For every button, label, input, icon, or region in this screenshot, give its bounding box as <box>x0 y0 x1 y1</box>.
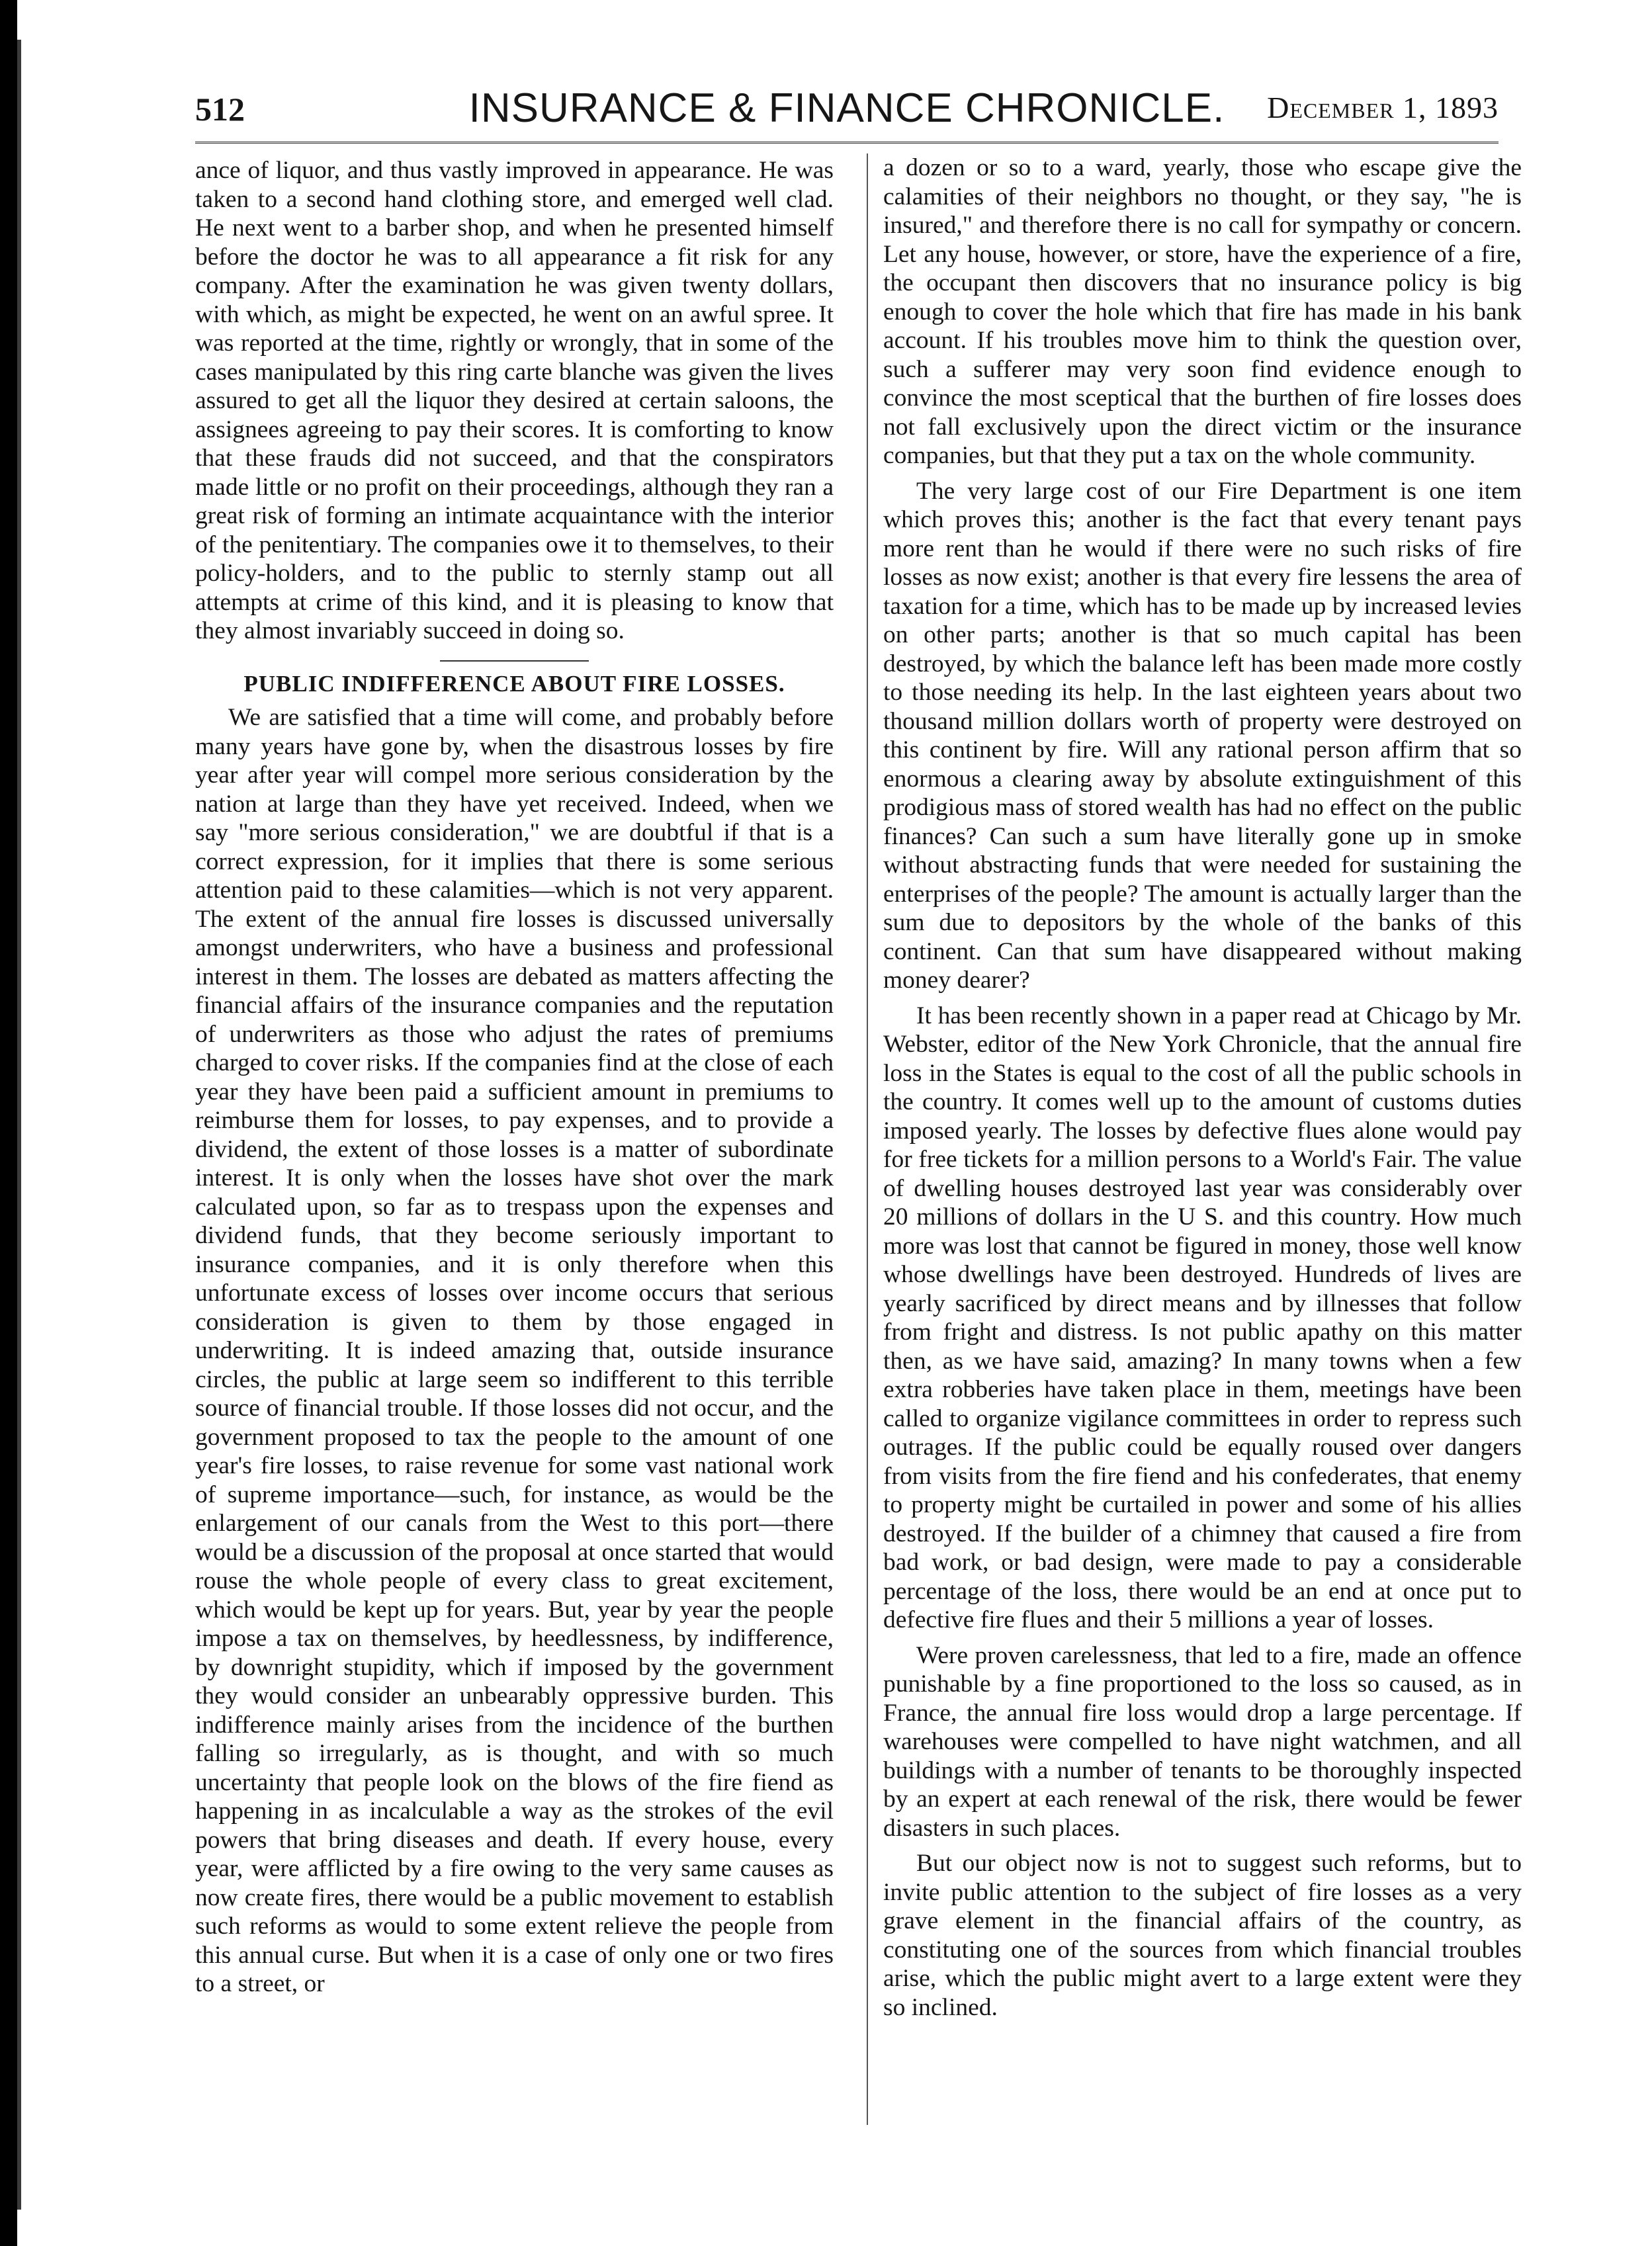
page-header <box>195 85 1499 131</box>
page-edge-shadow <box>0 0 17 2246</box>
article-paragraph: The very large cost of our Fire Department is one item which proves this; another is the fact that every tenant pays more rent than he would if there were no such risks of fire losses as now exist; another is that every fire lessens the area of taxation for a time, which has to be made up by increased levies on other parts; another is that so much capital has been destroyed, by which the balance left has been made more costly to those needing its help. In the last eighteen years about two thousand million dollars worth of property were destroyed on this continent by fire. Will any rational person affirm that so enormous a clearing away by absolute extinguishment of this prodigious mass of stored wealth has had no effect on the public finances? Can such a sum have literally gone up in smoke without abstracting funds that were needed for sustaining the enterprises of the people? The amount is actually larger than the sum due to depositors by the whole of the banks of this continent. Can that sum have disappeared without making money dearer? <box>883 477 1522 994</box>
article-paragraph: But our object now is not to suggest such reforms, but to invite public attention to the subject of fire losses as a very grave element in the financial affairs of the country, as constituting one of the sources from which financial troubles arise, which the public might avert to a large extent were they so inclined. <box>883 1850 1522 2021</box>
column-divider <box>867 153 868 2125</box>
article-paragraph: We are satisfied that a time will come, and probably before many years have gone by, when the disastrous losses by fire year after year will compel more serious consideration by the nation at large than they have yet received. Indeed, when we say "more serious consideration," we are doubtful if that is a correct expression, for it implies that there is some serious attention paid to these calamities—which is not very apparent. The extent of the annual fire losses is discussed universally amongst underwriters, who have a business and professional interest in them. The losses are debated as matters affecting the financial affairs of the insurance companies and the reputation of underwriters as those who adjust the rates of premiums charged to cover risks. If the companies find at the close of each year they have been paid a sufficient amount in premiums to reimburse them for losses, to pay expenses, and to provide a dividend, the extent of those losses is a matter of subordinate interest. It is only when the losses have shot over the mark calculated upon, so far as to trespass upon the expenses and dividend funds, that they become seriously important to insurance companies, and it is only therefore when this unfortunate excess of losses over income occurs that serious consideration is given to them by those engaged in underwriting. It is indeed amazing that, outside insurance circles, the public at large seem so indifferent to this terrible source of financial trouble. If those losses did not occur, and the government proposed to tax the people to the amount of one year's fire losses, to raise revenue for some vast national work of supreme importance—such, for instance, as would be the enlargement of our canals from the West to this port—there would be a discussion of the proposal at once started that would rouse the whole people of every class to great excitement, which would be kept up for years. But, year by year the people impose a tax on themselves, by heedlessness, by indifference, by downright stupidity, which if imposed by the government they would consider an unbearably oppressive burden. This indifference mainly arises from the incidence of the burthen falling so irregularly, as is thought, and with so much uncertainty that people look on the blows of the fire fiend as happening in as incalculable a way as the strokes of the evil powers that bring diseases and death. If every house, every year, were afflicted by a fire owing to the very same causes as now create fires, there would be a public movement to establish such reforms as would to some extent relieve the people from this annual curse. But when it is a case of only one or two fires to a street, or <box>195 704 834 1997</box>
left-column <box>195 156 834 1999</box>
issue-date: December 1, 1893 <box>1267 91 1499 124</box>
journal-title: INSURANCE & FINANCE CHRONICLE. <box>468 85 1225 131</box>
right-column <box>883 153 1522 2022</box>
article-paragraph: a dozen or so to a ward, yearly, those who escape give the calamities of their neighbors no thought, or they say, "he is insured," and therefore there is no call for sympathy or concern. Let any house, however, or store, have the experience of a fire, the occupant then discovers that no insurance policy is big enough to cover the hole which that fire has made in his bank account. If his troubles move him to think the question over, such a sufferer may very soon find evidence enough to convince the most sceptical that the burthen of fire losses does not fall exclusively upon the direct victim or the insurance companies, but that they put a tax on the whole community. <box>883 154 1522 469</box>
article-paragraph: It has been recently shown in a paper read at Chicago by Mr. Webster, editor of the New York Chronicle, that the annual fire loss in the States is equal to the cost of all the public schools in the country. It comes well up to the amount of customs duties imposed yearly. The losses by defective flues alone would pay for free tickets for a million persons to a World's Fair. The value of dwelling houses destroyed last year was considerably over 20 millions of dollars in the U S. and this country. How much more was lost that cannot be figured in money, those well know whose dwellings have been destroyed. Hundreds of lives are yearly sacrificed by direct means and by illnesses that follow from fright and distress. Is not public apathy on this matter then, as we have said, amazing? In many towns when a few extra robberies have taken place in them, meetings have been called to organize vigilance committees in order to repress such outrages. If the public could be equally roused over dangers from visits from the fire fiend and his confederates, that enemy to property might be curtailed in power and some of his allies destroyed. If the builder of a chimney that caused a fire from bad work, or bad design, were made to pay a considerable percentage of the loss, there would be an end at once put to defective fire flues and their 5 millions a year of losses. <box>883 1002 1522 1633</box>
continued-paragraph: ance of liquor, and thus vastly improved in appearance. He was taken to a second hand clothing store, and emerged well clad. He next went to a barber shop, and when he presented himself before the doctor he was to all appearance a fit risk for any company. After the examination he was given twenty dollars, with which, as might be expected, he went on an awful spree. It was reported at the time, rightly or wrongly, that in some of the cases manipulated by this ring carte blanche was given the lives assured to get all the liquor they desired at certain saloons, the assignees agreeing to pay their scores. It is comforting to know that these frauds did not succeed, and that the conspirators made little or no profit on their proceedings, although they ran a great risk of forming an intimate acquaintance with the interior of the penitentiary. The companies owe it to themselves, to their policy-holders, and to the public to sternly stamp out all attempts at crime of this kind, and it is pleasing to know that they almost invariably succeed in doing so. <box>195 157 834 644</box>
article-paragraph: Were proven carelessness, that led to a fire, made an offence punishable by a fine proportioned to the loss so caused, as in France, the annual fire loss would drop a large percentage. If warehouses were compelled to have night watchmen, and all buildings with a number of tenants to be thoroughly inspected by an expert at each renewal of the risk, there would be fewer disasters in such places. <box>883 1641 1522 1842</box>
page-edge-shadow-inner <box>17 40 21 2210</box>
page-number: 512 <box>195 91 245 128</box>
section-heading: PUBLIC INDIFFERENCE ABOUT FIRE LOSSES. <box>195 660 834 699</box>
header-rule <box>195 142 1499 144</box>
